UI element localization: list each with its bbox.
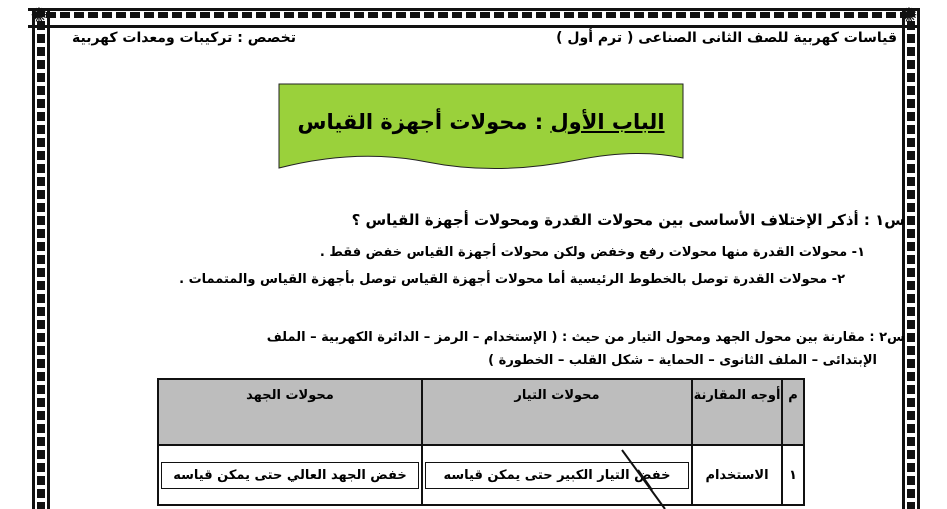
- question-2-line-2: الإبتدائى – الملف الثانوى – الحماية – شكل القلب – الخطورة ): [488, 353, 877, 368]
- question-1-answer-2: ٢- محولات القدرة توصل بالخطوط الرئيسية أما محولات أجهزة القياس توصل بأجهزة القياس والمتممات .: [179, 272, 845, 287]
- comparison-table: [157, 378, 805, 506]
- border-top: [28, 8, 918, 28]
- table-header-row: [158, 379, 804, 445]
- header-subject: قياسات كهربية للصف الثانى الصناعى ( ترم أول ): [556, 30, 897, 46]
- border-right: [902, 8, 920, 509]
- corner-ornament-icon: ✺: [30, 3, 48, 27]
- table-row: [158, 445, 804, 505]
- row-aspect: الاستخدام: [692, 445, 782, 505]
- question-1-answer-1: ١- محولات القدرة منها محولات رفع وخفض ولكن محولات أجهزة القياس خفض فقط .: [319, 245, 865, 260]
- header-current-transformers: محولات التيار: [422, 379, 692, 445]
- border-left: [32, 8, 50, 509]
- question-1: س١ : أذكر الإختلاف الأساسى بين محولات القدرة ومحولات أجهزة القياس ؟: [351, 211, 905, 229]
- row-voltage-transformers: خفض الجهد العالي حتى يمكن قياسه: [161, 462, 419, 489]
- header-specialization: تخصص : تركيبات ومعدات كهربية: [72, 30, 296, 46]
- chapter-title: [277, 110, 685, 134]
- row-num: ١: [782, 445, 804, 505]
- chapter-name: : محولات أجهزة القياس: [297, 110, 544, 134]
- pen-scribble: [560, 440, 700, 509]
- header-voltage-transformers: محولات الجهد: [158, 379, 422, 445]
- chapter-number: الباب الأول: [550, 110, 665, 134]
- corner-ornament-icon: ✺: [900, 3, 918, 27]
- header-num: م: [782, 379, 804, 445]
- row-current-transformers: خفض التيار الكبير حتى يمكن قياسه: [425, 462, 689, 489]
- header-aspect: أوجه المقارنة: [692, 379, 782, 445]
- border-chain-pattern: [32, 12, 914, 18]
- question-2-line-1: س٢ : مقارنة بين محول الجهد ومحول التيار من حيث : ( الإستخدام – الرمز – الدائرة الكهربية – الملف: [266, 330, 905, 345]
- chapter-banner: [277, 78, 685, 180]
